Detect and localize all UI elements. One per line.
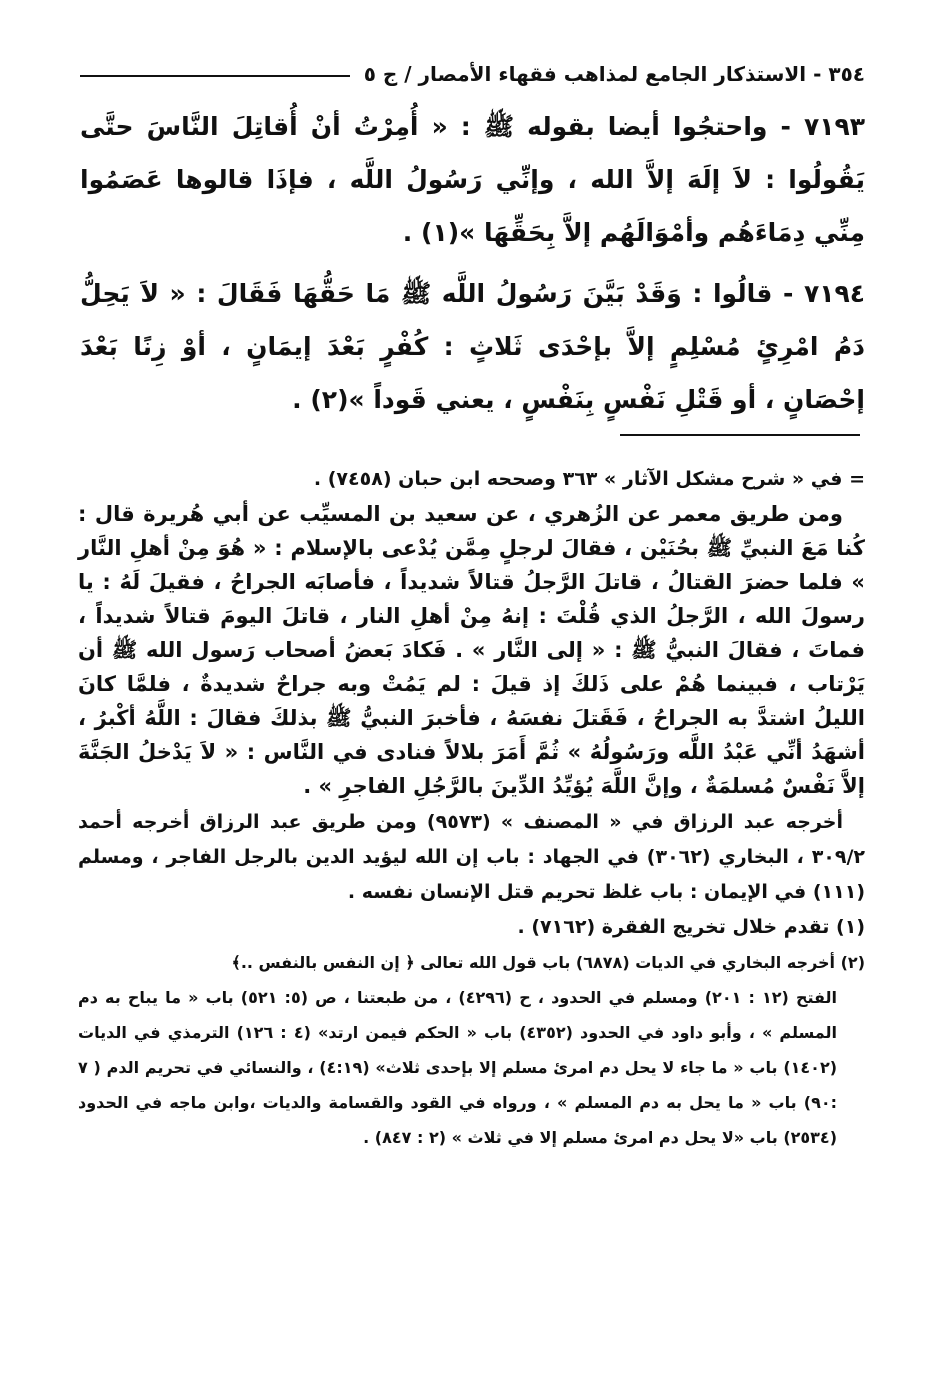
header-title: ٣٥٤ - الاستذكار الجامع لمذاهب فقهاء الأمصار / ج ٥ [363, 62, 865, 86]
header-rule [80, 75, 350, 77]
footnote-narration: ومن طريق معمر عن الزُهري ، عن سعيد بن المسيِّب عن أبي هُريرة قال : كُنا مَعَ النبيِّ ﷺ بحُنَيْن ، فقالَ لرجلٍ مِمَّن يُدْعى بالإسلام : « هُوَ مِنْ أهلِ النَّار » فلما حضرَ القتالُ ، قاتلَ الرَّجلُ قتالاً شديداً ، فأصابَه الجراحُ ، فقيلَ لَهُ : يا رسولَ الله ، الرَّجلُ الذي قُلْتَ : إنهُ مِنْ أهلِ النار ، قاتلَ اليومَ قتالاً شديداً ، فماتَ ، فقالَ النبيُّ ﷺ : « إلى النَّار » . فَكادَ بَعضُ أصحاب رَسول الله ﷺ أن يَرْتاب ، فبينما هُمْ على ذَلكَ إذ قيلَ : لم يَمُتْ وبه جراحٌ شديدةٌ ، فلمَّا كانَ الليلُ اشتدَّ به الجراحُ ، فَقَتلَ نفسَهُ ، فأخبرَ النبيُّ ﷺ بذلكَ فقالَ : اللَّهُ أكْبرُ ، أشهَدُ أنِّي عَبْدُ اللَّه ورَسُولُهُ » ثُمَّ أَمَرَ بلالاً فنادى في النَّاس : « لاَ يَدْخلُ الجَنَّةَ إلاَّ نَفْسٌ مُسلمَةٌ ، وإنَّ اللَّهَ يُؤيِّدُ الدِّينَ بالرَّجُلِ الفاجرِ » . [78, 502, 865, 798]
footnote-1: (١) تقدم خلال تخريج الفقرة (٧١٦٢) . [517, 916, 865, 938]
main-text [80, 100, 865, 434]
footnote-2-lead: (٢) أخرجه البخاري في الديات (٦٨٧٨) باب قول الله تعالى ﴿ إن النفس بالنفس ..﴾ [231, 953, 865, 972]
footnote-2-body: الفتح (١٢ : ٢٠١) ومسلم في الحدود ، ح (٤٢٩٦) ، من طبعتنا ، ص (٥: ٥٢١) باب « ما يباح به دم المسلم » ، وأبو داود في الحدود (٤٣٥٢) باب « الحكم فيمن ارتد» (٤ : ١٢٦) الترمذي في الديات (١٤٠٢) باب « ما جاء لا يحل دم امرئ مسلم إلا بإحدى ثلاث» (٤:١٩) ، والنسائي في تحريم الدم ( ٧ :٩٠) باب « ما يحل به دم المسلم » ، ورواه في القود والقسامة والديات ،وابن ماجه في الحدود (٢٥٣٤) باب «لا يحل دم امرئ مسلم إلا في ثلاث » (٢ : ٨٤٧) . [78, 988, 838, 1147]
paragraph-7193: ٧١٩٣ - واحتجُوا أيضا بقوله ﷺ : « أُمِرْتُ أنْ أُقاتِلَ النَّاسَ حتَّى يَقُولُوا : لاَ إلَهَ إلاَّ الله ، وإنِّي رَسُولُ اللَّه ، فإذَا قالوها عَصَمُوا مِنِّي دِمَاءَهُم وأمْوَالَهُم إلاَّ بِحَقِّهَا »(١) . [80, 112, 865, 247]
running-header [80, 52, 865, 96]
footnote-takhrij: أخرجه عبد الرزاق في « المصنف » (٩٥٧٣) ومن طريق عبد الرزاق أخرجه أحمد ٣٠٩/٢ ، البخاري (٣٠٦٢) في الجهاد : باب إن الله ليؤيد الدين بالرجل الفاجر ، ومسلم (١١١) في الإيمان : باب غلظ تحريم قتل الإنسان نفسه . [78, 811, 866, 903]
footnotes [78, 462, 865, 1155]
footnote-continuation: = في « شرح مشكل الآثار » ٣٦٣ وصححه ابن حبان (٧٤٥٨) . [313, 468, 865, 490]
paragraph-7194: ٧١٩٤ - قالُوا : وَقَدْ بَيَّنَ رَسُولُ اللَّه ﷺ مَا حَقُّهَا فَقَالَ : « لاَ يَحِلُّ دَمُ امْرِئٍ مُسْلِمٍ إلاَّ بإحْدَى ثَلاثٍ : كُفْرٍ بَعْدَ إيمَانٍ ، أوْ زِنًا بَعْدَ إحْصَانٍ ، أو قَتْلِ نَفْسٍ بِنَفْسٍ ، يعني قَوداً »(٢) . [80, 279, 865, 414]
footnote-separator [620, 434, 860, 436]
